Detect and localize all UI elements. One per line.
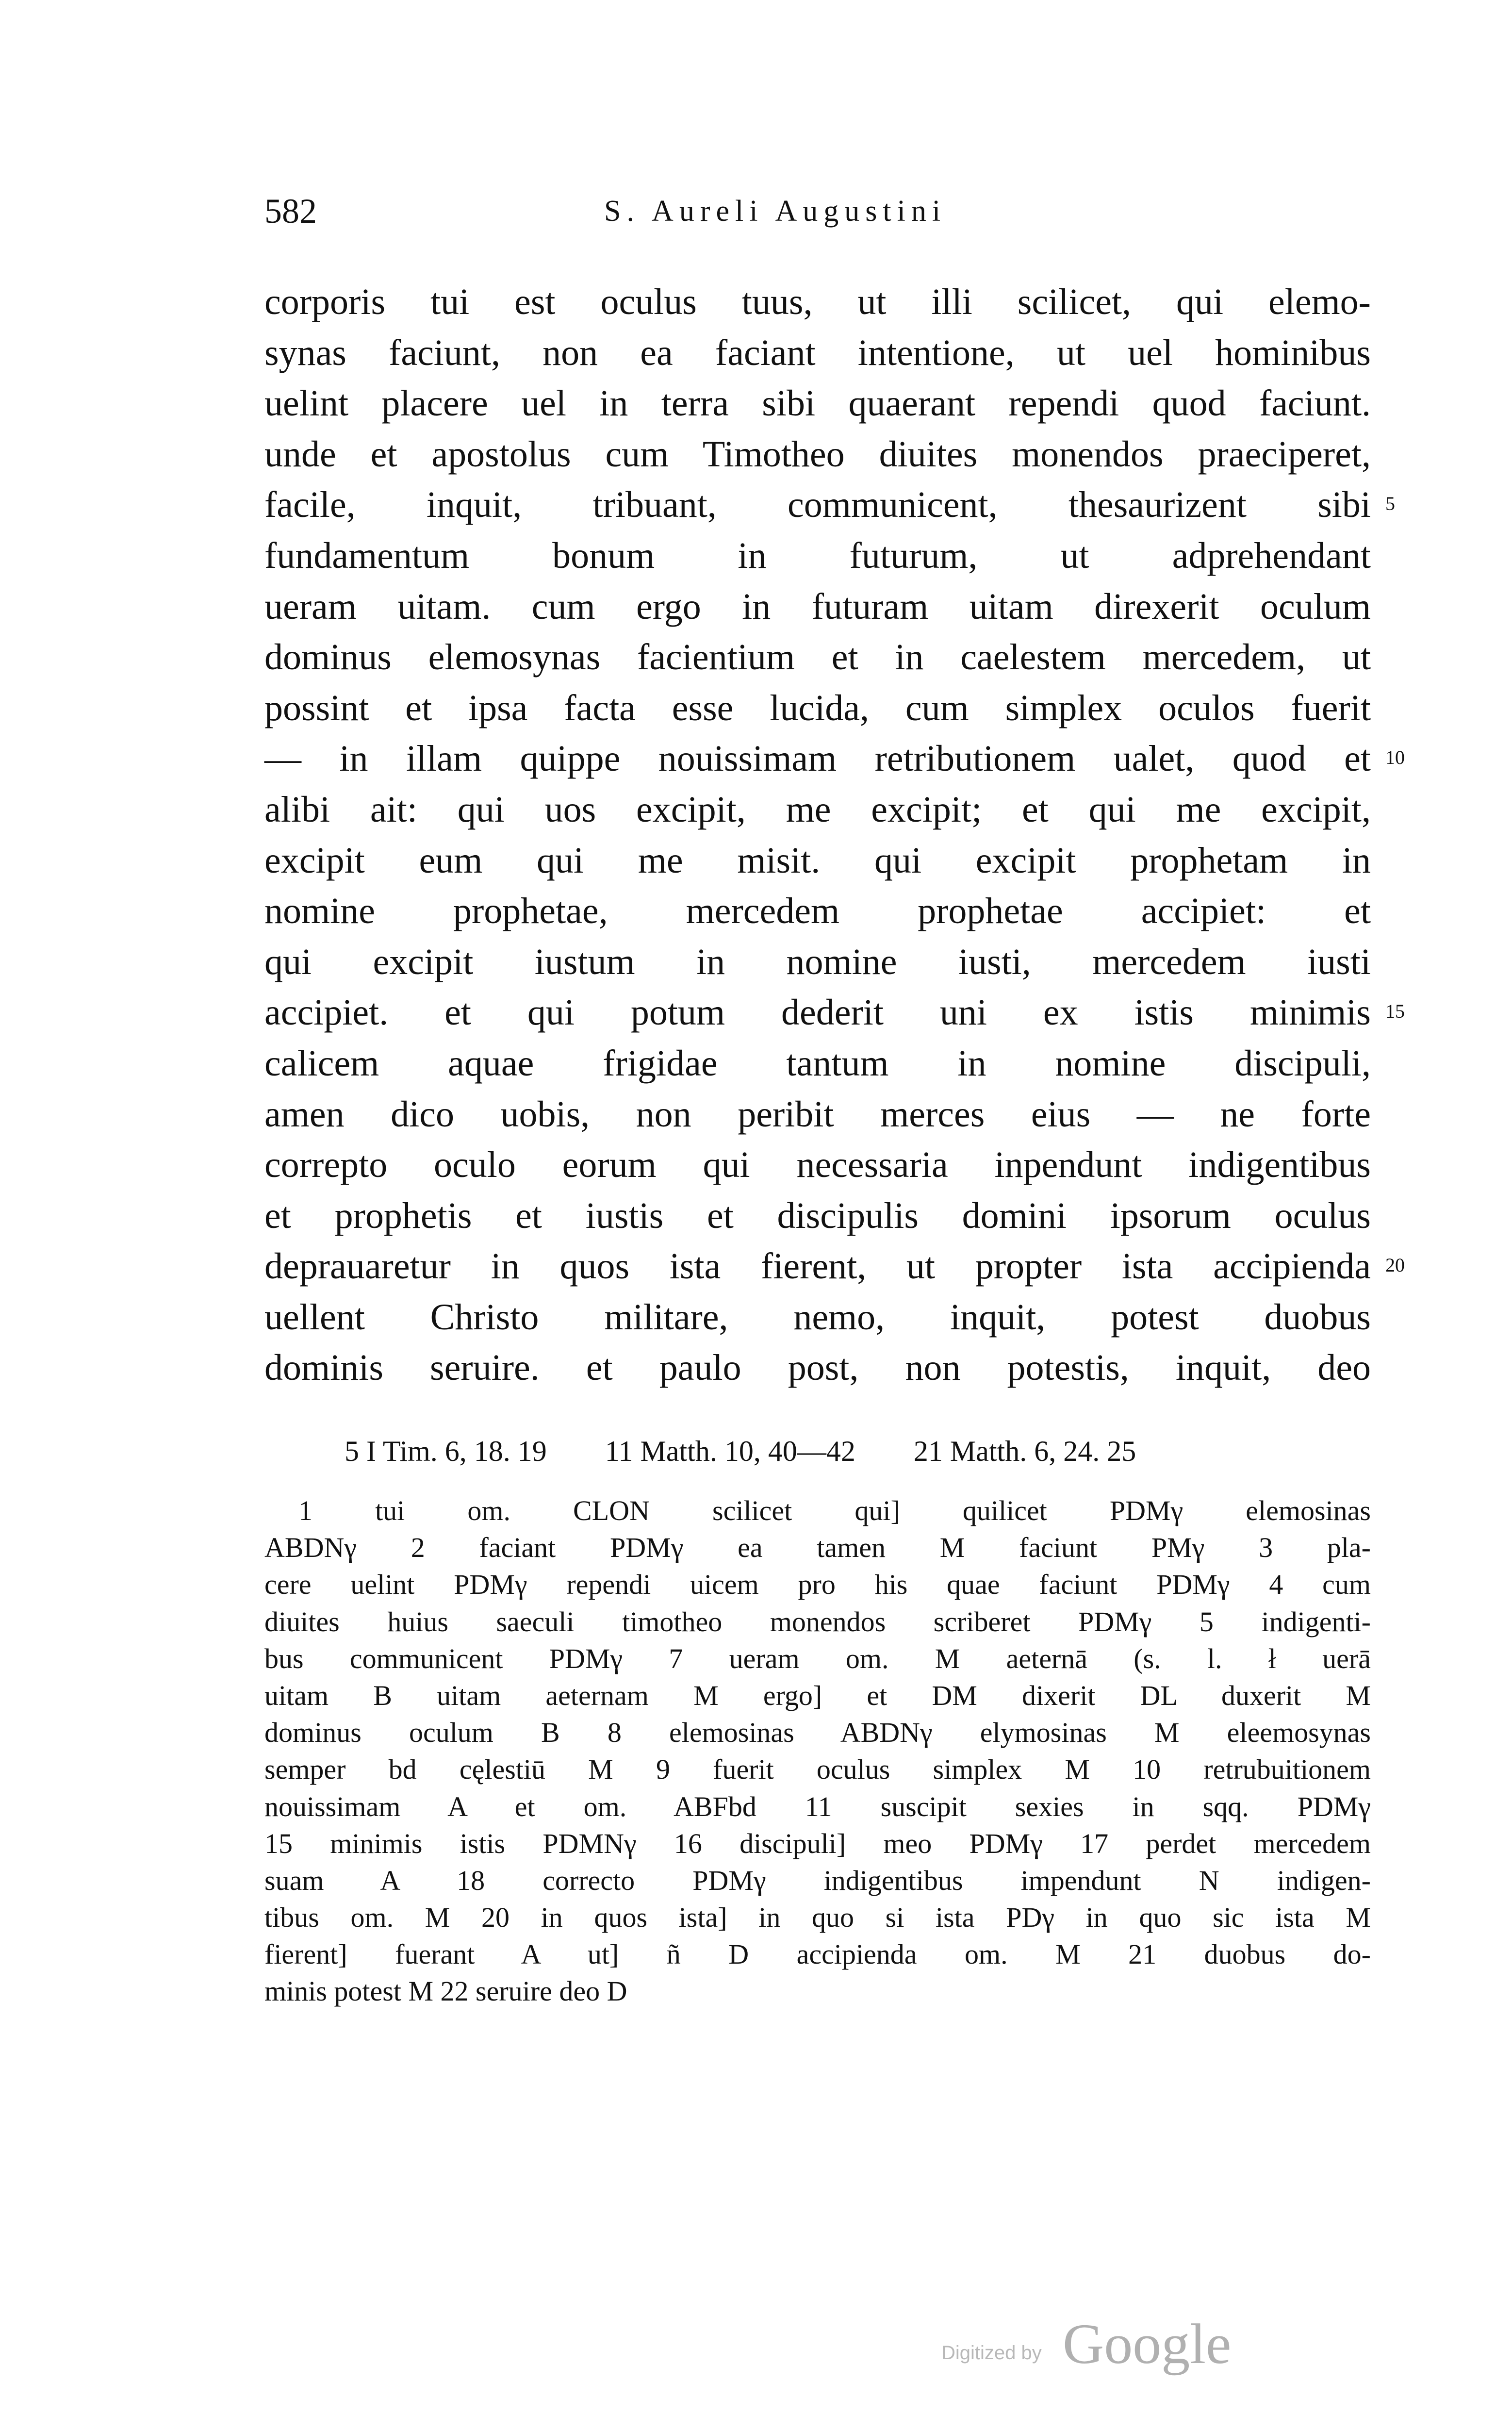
text-line-content: nomine prophetae, mercedem prophetae accipiet: et <box>264 891 1371 932</box>
text-line-content: dominis seruire. et paulo post, non potestis, inquit, deo <box>264 1347 1371 1389</box>
apparatus-line: cere uelint PDMγ rependi uicem pro his quae faciunt PDMγ 4 cum <box>264 1569 1371 1601</box>
line-number: 20 <box>1385 1254 1405 1276</box>
text-line-content: excipit eum qui me misit. qui excipit prophetam in <box>264 840 1371 881</box>
apparatus-line: bus communicent PDMγ 7 ueram om. M aeternā (s. l. ł uerā <box>264 1642 1371 1674</box>
text-line <box>264 733 1405 784</box>
reference: 5 I Tim. 6, 18. 19 <box>345 1435 547 1467</box>
line-number: 5 <box>1385 493 1395 515</box>
main-text <box>264 277 1405 1393</box>
text-line <box>264 1241 1405 1292</box>
text-line <box>264 581 1371 632</box>
apparatus-line: 1 tui om. CLON scilicet qui] quilicet PDMγ elemosinas <box>298 1495 1371 1526</box>
apparatus-line: ABDNγ 2 faciant PDMγ ea tamen M faciunt PMγ 3 pla- <box>264 1532 1371 1564</box>
text-line-content: uellent Christo militare, nemo, inquit, potest duobus <box>264 1296 1371 1338</box>
apparatus-line: nouissimam A et om. ABFbd 11 suscipit sexies in sqq. PDMγ <box>264 1790 1371 1822</box>
text-line-content: deprauaretur in quos ista fierent, ut propter ista accipienda <box>264 1246 1371 1287</box>
text-line-content: facile, inquit, tribuant, communicent, thesaurizent sibi <box>264 484 1371 526</box>
page-number: 582 <box>264 192 317 231</box>
apparatus-line: uitam B uitam aeternam M ergo] et DM dixerit DL duxerit M <box>264 1679 1371 1711</box>
reference: 11 Matth. 10, 40—42 <box>605 1435 855 1467</box>
running-title: S. Aureli Augustini <box>604 195 947 228</box>
apparatus-line: semper bd cęlestiū M 9 fuerit oculus simplex M 10 retrubuitionem <box>264 1753 1371 1786</box>
apparatus-line: tibus om. M 20 in quos ista] in quo si ista PDγ in quo sic ista M <box>264 1902 1371 1934</box>
text-line <box>264 1292 1371 1343</box>
text-line <box>264 632 1371 683</box>
text-line <box>264 1038 1371 1089</box>
google-logo: Google <box>1063 2312 1232 2376</box>
text-line-content: amen dico uobis, non peribit merces eius — ne forte <box>264 1093 1371 1135</box>
text-line <box>264 886 1371 937</box>
text-line-content: dominus elemosynas facientium et in caelestem mercedem, ut <box>264 637 1371 678</box>
page-header <box>264 187 1371 240</box>
text-line <box>264 277 1371 328</box>
apparatus-line: 15 minimis istis PDMNγ 16 discipuli] meo PDMγ 17 perdet mercedem <box>264 1827 1371 1859</box>
text-line <box>264 937 1371 988</box>
text-line-content: et prophetis et iustis et discipulis domini ipsorum oculus <box>264 1195 1371 1236</box>
apparatus-line: diuites huius saeculi timotheo monendos scriberet PDMγ 5 indigenti- <box>264 1605 1371 1638</box>
text-line <box>264 328 1371 379</box>
text-line-content: ueram uitam. cum ergo in futuram uitam direxerit oculum <box>264 586 1371 627</box>
text-line-content: fundamentum bonum in futurum, ut adprehendant <box>264 535 1371 576</box>
text-line-content: — in illam quippe nouissimam retributionem ualet, quod et <box>264 738 1371 779</box>
text-line <box>264 987 1405 1038</box>
text-line <box>264 530 1371 581</box>
text-line-content: uelint placere uel in terra sibi quaerant rependi quod faciunt. <box>264 383 1371 424</box>
text-line-content: unde et apostolus cum Timotheo diuites monendos praeciperet, <box>264 433 1371 475</box>
text-line <box>264 1342 1371 1393</box>
text-line-content: correpto oculo eorum qui necessaria inpendunt indigentibus <box>264 1144 1371 1186</box>
text-line <box>264 784 1371 835</box>
reference: 21 Matth. 6, 24. 25 <box>913 1435 1136 1467</box>
text-line <box>264 378 1371 429</box>
text-line <box>264 1089 1371 1140</box>
text-line <box>264 835 1371 886</box>
watermark-small-text: Digitized by <box>941 2342 1042 2364</box>
apparatus-line: dominus oculum B 8 elemosinas ABDNγ elymosinas M eleemosynas <box>264 1717 1371 1749</box>
text-line-content: alibi ait: qui uos excipit, me excipit; et qui me excipit, <box>264 789 1371 830</box>
critical-apparatus <box>264 1492 1371 2010</box>
text-line <box>264 683 1371 734</box>
apparatus-line: minis potest M 22 seruire deo D <box>264 1975 627 2007</box>
scripture-references <box>345 1429 1194 1473</box>
apparatus-line: fierent] fuerant A ut] ñ D accipienda om. M 21 duobus do- <box>264 1938 1371 1970</box>
text-line <box>264 480 1395 530</box>
apparatus-line: suam A 18 correcto PDMγ indigentibus impendunt N indigen- <box>264 1864 1371 1896</box>
text-line-content: corporis tui est oculus tuus, ut illi scilicet, qui elemo- <box>264 281 1371 322</box>
text-line-content: synas faciunt, non ea faciant intentione, ut uel hominibus <box>264 332 1371 373</box>
line-number: 10 <box>1385 746 1405 769</box>
text-line-content: qui excipit iustum in nomine iusti, mercedem iusti <box>264 941 1371 982</box>
text-line-content: accipiet. et qui potum dederit uni ex istis minimis <box>264 992 1371 1033</box>
text-line <box>264 429 1371 480</box>
text-line <box>264 1140 1371 1191</box>
text-line-content: calicem aquae frigidae tantum in nomine discipuli, <box>264 1042 1371 1084</box>
line-number: 15 <box>1385 1000 1405 1023</box>
text-line <box>264 1191 1371 1241</box>
text-line-content: possint et ipsa facta esse lucida, cum simplex oculos fuerit <box>264 687 1371 728</box>
